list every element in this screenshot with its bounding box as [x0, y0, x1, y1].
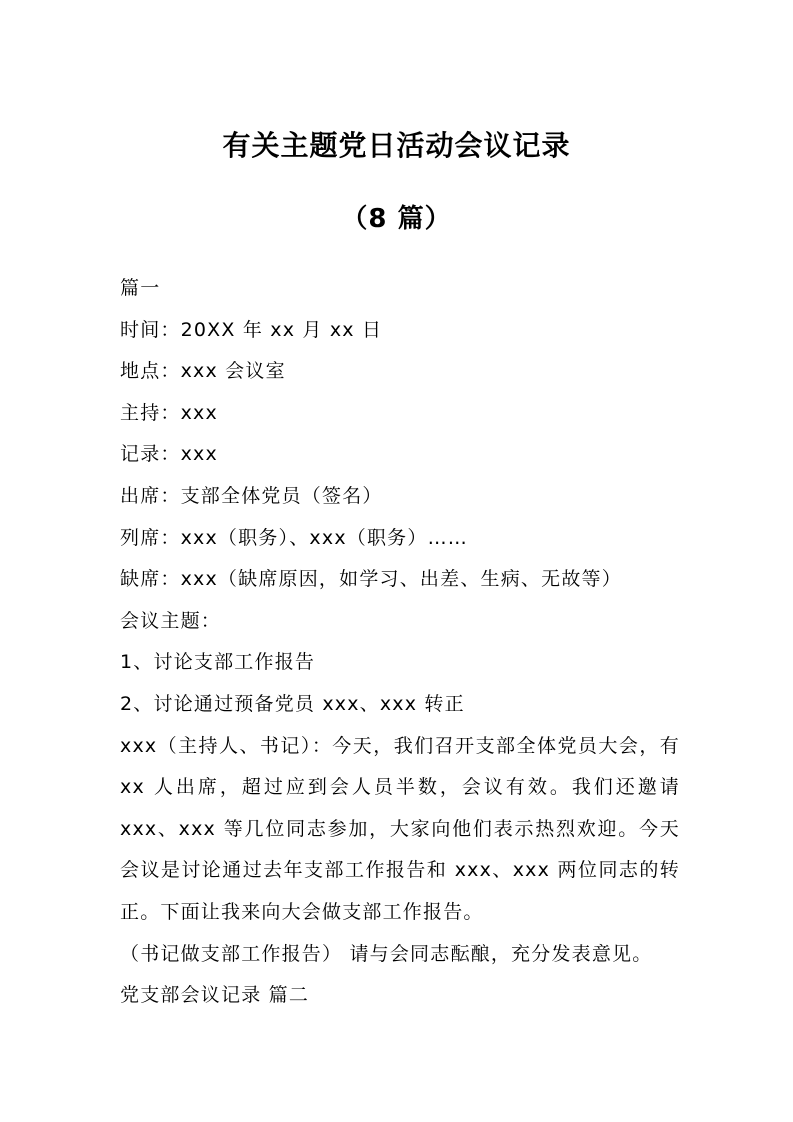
document-body [120, 268, 680, 1017]
meeting-time: 时间：20XX 年 xx 月 xx 日 [120, 318, 383, 341]
topic-item: 1、讨论支部工作报告 [120, 651, 316, 674]
topic-item: 2、讨论通过预备党员 xxx、xxx 转正 [120, 692, 465, 715]
meeting-recorder: 记录：xxx [120, 443, 218, 466]
meeting-speech-paragraph: xxx（主持人、书记）：今天，我们召开支部全体党员大会，有 xx 人出席，超过应到会人员半数，会议有效。我们还邀请 xxx、xxx 等几位同志参加，大家向他们表示热烈欢迎。今天会议是讨论通过去年支部工作报告和 xxx、xxx 两位同志的转正。下面让我来向大会做支部工作报告。 [120, 734, 680, 923]
meeting-host: 主持：xxx [120, 401, 218, 424]
meeting-absentees: 缺席：xxx（缺席原因，如学习、出差、生病、无故等） [120, 568, 622, 591]
meeting-observers: 列席：xxx（职务）、xxx（职务）…… [120, 526, 468, 549]
document-title: 有关主题党日活动会议记录 [222, 129, 571, 162]
meeting-attendees: 出席：支部全体党员（签名） [120, 484, 383, 507]
section-heading: 篇一 [120, 277, 161, 299]
next-section-heading: 党支部会议记录 篇二 [120, 984, 310, 1007]
meeting-topics-label: 会议主题： [120, 609, 222, 632]
meeting-place: 地点：xxx 会议室 [120, 360, 286, 383]
document-subtitle: （8 篇） [341, 204, 452, 234]
report-note: （书记做支部工作报告） 请与会同志酝酿，充分发表意见。 [120, 942, 653, 965]
